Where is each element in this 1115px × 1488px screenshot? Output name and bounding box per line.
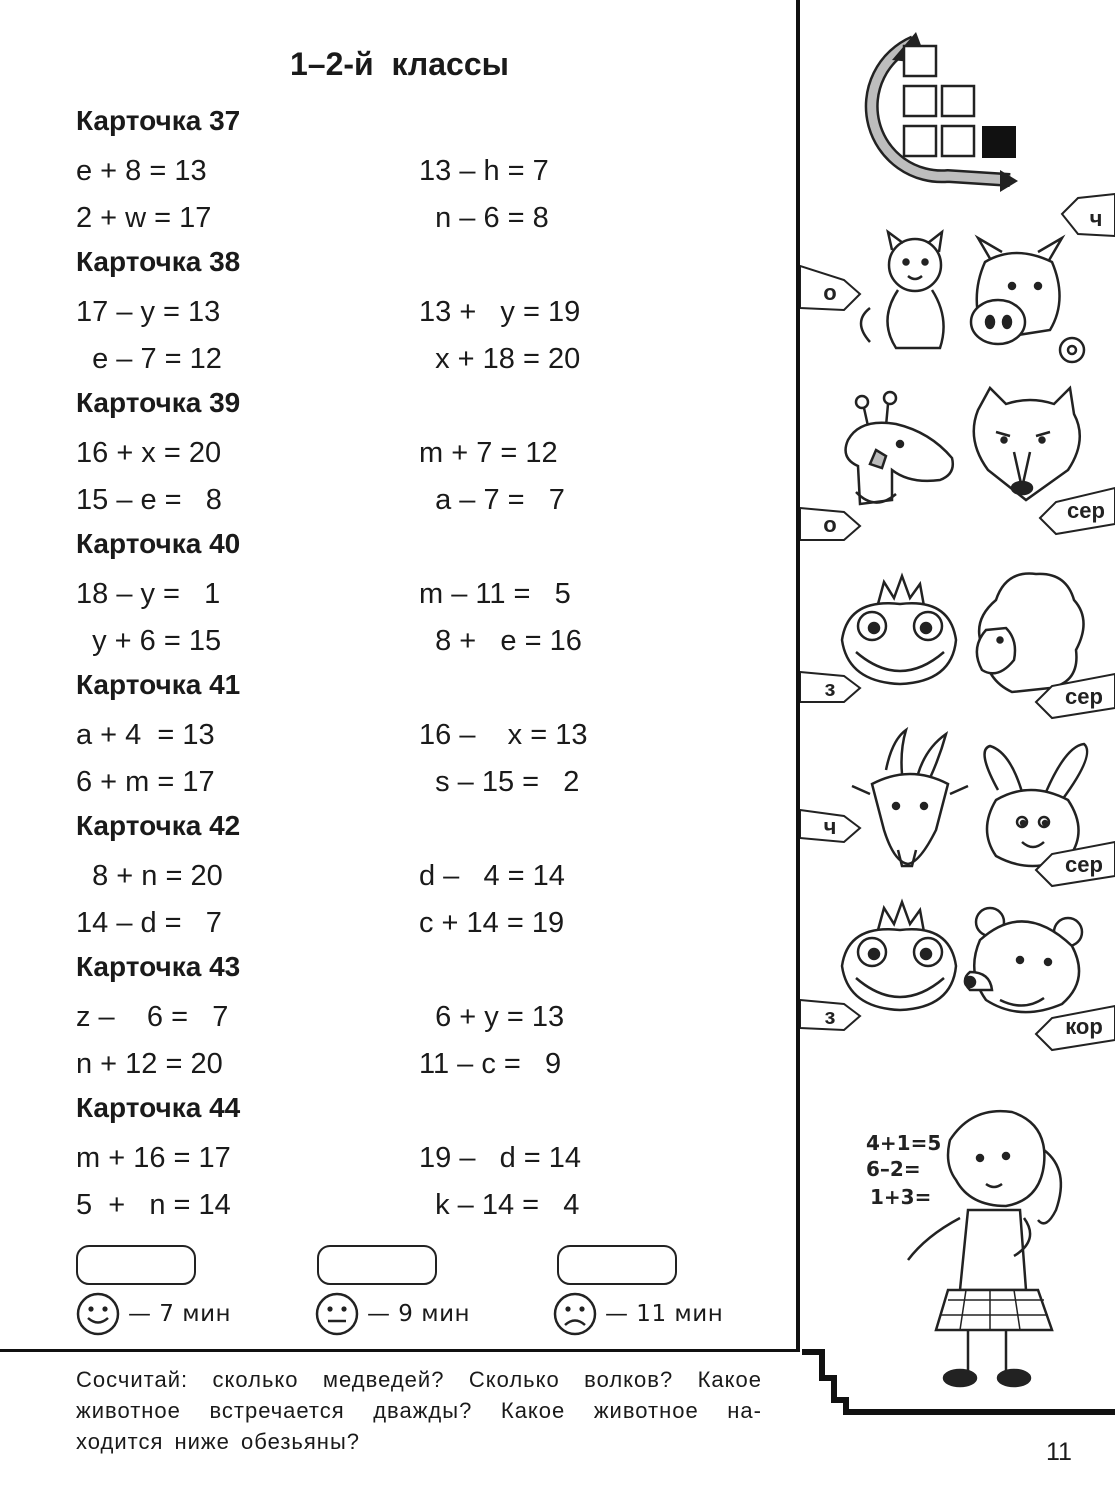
syllable-tag [800, 266, 860, 310]
neutral-face-icon [315, 1292, 359, 1336]
card [76, 242, 756, 383]
equation: d – 4 = 14 [419, 860, 565, 892]
syllable-tag [800, 508, 860, 540]
equation-row [76, 477, 756, 524]
syllable-tag [1036, 1006, 1115, 1050]
card-title: Карточка 43 [76, 951, 241, 982]
page-title: 1–2-й классы [290, 46, 509, 82]
cow-icon [971, 238, 1084, 362]
equation-row [76, 336, 756, 383]
equation: z – 6 = 7 [76, 1001, 229, 1033]
equation-row [76, 430, 756, 477]
syllable-tag-label: о [823, 280, 837, 305]
equation-row [76, 195, 756, 242]
equation-row [76, 900, 756, 947]
equation: m – 11 = 5 [419, 578, 571, 610]
equation: s – 15 = 2 [419, 766, 580, 798]
card-title: Карточка 44 [76, 1092, 241, 1123]
sheep-icon [977, 574, 1084, 692]
syllable-tag [1062, 194, 1115, 236]
answer-box[interactable] [317, 1245, 437, 1285]
syllable-tag-label: ч [823, 814, 837, 839]
card [76, 665, 756, 806]
card [76, 101, 756, 242]
rating-label: — 7 мин [128, 1301, 232, 1327]
equation-row [76, 1041, 756, 1088]
equation: 16 + x = 20 [76, 437, 222, 469]
question-text: Сосчитай: сколько медведей? Сколько волков? Какое животное встречается дважды? Какое животное на-ходится ниже обезьяны? [76, 1367, 762, 1454]
equation: n + 12 = 20 [76, 1048, 223, 1080]
syllable-tag-label: ч [1089, 206, 1103, 231]
equation: 14 – d = 7 [76, 907, 222, 939]
equation: k – 14 = 4 [419, 1189, 580, 1221]
game-logo-icon [872, 32, 1018, 192]
equation: 6 + y = 13 [419, 1001, 565, 1033]
page-number: 11 [1046, 1438, 1072, 1466]
card [76, 806, 756, 947]
equation: 8 + e = 16 [419, 625, 582, 657]
equation: a – 7 = 7 [419, 484, 565, 516]
equation: 2 + w = 17 [76, 202, 212, 234]
side-illustrations [800, 0, 1115, 1488]
equation: n – 6 = 8 [419, 202, 549, 234]
board-line: 6–2= [866, 1157, 921, 1181]
horizontal-divider [0, 1349, 800, 1352]
syllable-tag [800, 1000, 860, 1030]
equation: 11 – c = 9 [419, 1048, 562, 1080]
equation: a + 4 = 13 [76, 719, 215, 751]
card-list [76, 101, 756, 1229]
rating-label: — 11 мин [605, 1301, 724, 1327]
card [76, 383, 756, 524]
syllable-tag-label: з [824, 1004, 836, 1029]
sad-face-icon [553, 1292, 597, 1336]
equation-row [76, 853, 756, 900]
syllable-tag [800, 672, 860, 702]
rabbit-icon [985, 744, 1088, 866]
equation: e + 8 = 13 [76, 155, 207, 187]
girl-icon [866, 1111, 1061, 1386]
equation: 13 + y = 19 [419, 296, 581, 328]
equation: 5 + n = 14 [76, 1189, 231, 1221]
equation-row [76, 994, 756, 1041]
card-title: Карточка 40 [76, 528, 241, 559]
equation-row [76, 148, 756, 195]
equation-row [76, 1182, 756, 1229]
equation-row [76, 571, 756, 618]
syllable-tag [800, 810, 860, 842]
card-title: Карточка 39 [76, 387, 241, 418]
smile-face-icon [76, 1292, 120, 1336]
wolf-icon [974, 388, 1080, 500]
board-line: 4+1=5 [866, 1131, 942, 1155]
equation: y + 6 = 15 [76, 625, 222, 657]
equation: 16 – x = 13 [419, 719, 588, 751]
rating-label: — 9 мин [367, 1301, 471, 1327]
card-title: Карточка 41 [76, 669, 241, 700]
equation-row [76, 289, 756, 336]
equation: m + 7 = 12 [419, 437, 558, 469]
equation: 6 + m = 17 [76, 766, 215, 798]
card-title: Карточка 42 [76, 810, 241, 841]
giraffe-icon [846, 392, 953, 504]
cat-icon [861, 232, 944, 348]
syllable-tag-label: сер [1065, 684, 1103, 709]
syllable-tag-label: о [823, 512, 837, 537]
answer-box[interactable] [76, 1245, 196, 1285]
rating-9-min [315, 1293, 470, 1335]
card [76, 524, 756, 665]
card [76, 947, 756, 1088]
card-title: Карточка 38 [76, 246, 241, 277]
syllable-tag-label: з [824, 676, 836, 701]
equation-row [76, 1135, 756, 1182]
equation: 8 + n = 20 [76, 860, 223, 892]
equation: m + 16 = 17 [76, 1142, 231, 1174]
equation: c + 14 = 19 [419, 907, 565, 939]
equation: 17 – y = 13 [76, 296, 221, 328]
answer-box[interactable] [557, 1245, 677, 1285]
goat-icon [852, 730, 968, 866]
equation: 19 – d = 14 [419, 1142, 582, 1174]
frog-icon [842, 576, 956, 684]
equation: 18 – y = 1 [76, 578, 221, 610]
equation: x + 18 = 20 [419, 343, 581, 375]
equation-row [76, 618, 756, 665]
card [76, 1088, 756, 1229]
syllable-tag [1040, 488, 1115, 534]
equation: e – 7 = 12 [76, 343, 222, 375]
card-title: Карточка 37 [76, 105, 241, 136]
bear-icon [965, 908, 1082, 1012]
rating-11-min [553, 1293, 723, 1335]
equation-row [76, 712, 756, 759]
equation: 15 – e = 8 [76, 484, 222, 516]
syllable-tag-label: кор [1065, 1014, 1103, 1039]
frog-icon [842, 902, 956, 1010]
equation: 13 – h = 7 [419, 155, 549, 187]
syllable-tag-label: сер [1065, 852, 1103, 877]
rating-7-min [76, 1293, 231, 1335]
equation-row [76, 759, 756, 806]
syllable-tag-label: сер [1067, 498, 1105, 523]
board-line: 1+3= [870, 1185, 932, 1209]
